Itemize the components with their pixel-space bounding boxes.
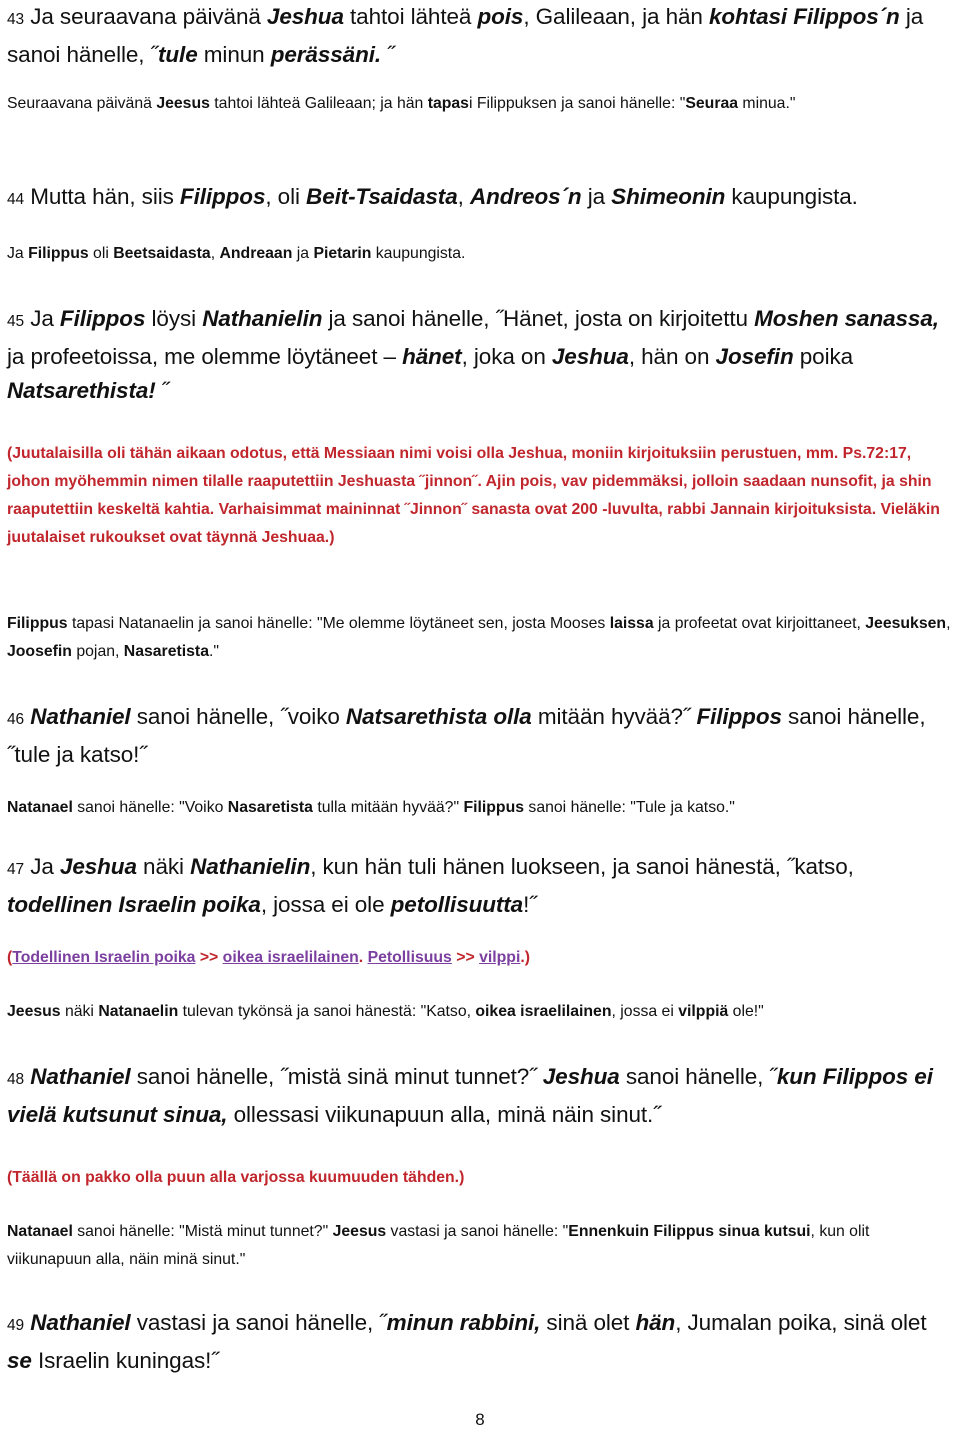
text-run: , hän on — [628, 343, 716, 369]
text-run: Shimeonin — [611, 184, 726, 209]
text-run: kohtasi Filippos´n — [708, 4, 900, 29]
text-run: Filippus — [7, 615, 68, 632]
verse-48-translation — [7, 1218, 957, 1274]
text-run: , kun hän tuli hänen luokseen, ja sanoi hänestä, ˝katso, — [310, 854, 854, 879]
cross-reference-link[interactable]: vilppi — [479, 949, 521, 966]
text-run: >> — [451, 949, 480, 966]
text-run: Andreaan — [219, 245, 293, 262]
text-run: Jeesus — [156, 95, 210, 112]
text-run: Pietarin — [313, 245, 372, 262]
text-run: laissa — [609, 615, 654, 632]
text-run: tulevan tykönsä ja sanoi hänestä: "Katso, — [178, 1003, 476, 1020]
text-run: Nathanielin — [202, 306, 323, 331]
text-run: Natsarethista olla — [345, 704, 532, 729]
verse-number: 46 — [7, 711, 25, 728]
text-run: , jossa ei — [611, 1003, 679, 1020]
text-run: Natanael — [7, 1223, 73, 1240]
text-run: todellinen Israelin poika — [7, 891, 261, 917]
verse-45-translation — [7, 610, 957, 666]
text-run: tahtoi lähteä Galileaan; ja hän — [209, 95, 428, 112]
text-run: , joka on — [461, 343, 552, 369]
verse-43-paraphrase — [7, 0, 957, 72]
verse-number: 47 — [7, 861, 25, 878]
text-run: Seuraa — [685, 95, 739, 112]
text-run: , — [457, 184, 470, 209]
verse-45-commentary: (Juutalaisilla oli tähän aikaan odotus, että Messiaan nimi voisi olla Jeshua, moniin kirjoituksiin perustuen, mm. Ps.72:17, johon myöhemmin nimen tilalle raaputettiin Jeshuasta ˝jinnon˝. Ajin pois, vav pidemmäksi, jolloin saadaan nunsofit, ja shin raaputettiin keskeltä kahtia. Varhaisimmat maininnat ˝Jinnon˝ sanasta ovat 200 -luvulta, rabbi Jannain kirjoituksista. Vieläkin juutalaiset rukoukset ovat täynnä Jeshuaa.) — [7, 445, 940, 546]
text-run: kaupungista. — [371, 245, 466, 262]
text-run: , Jumalan poika, sinä olet — [675, 1310, 927, 1335]
text-run: sanoi hänelle: "Mistä minut tunnet?" — [72, 1223, 333, 1240]
text-run: Filippos — [696, 704, 782, 729]
text-run: ja sanoi hänelle, ˝ — [7, 4, 924, 67]
text-run: Mutta hän, siis — [24, 184, 180, 209]
text-run: sinä olet — [540, 1310, 636, 1335]
text-run: sanoi hänelle, ˝voiko — [130, 704, 346, 729]
text-run: perässäni. — [270, 41, 382, 67]
text-run: Jeshua — [59, 854, 137, 879]
text-run: mitään hyvää?˝ — [531, 704, 697, 729]
text-run: tapas — [427, 95, 469, 112]
verse-49-paraphrase — [7, 1306, 957, 1378]
text-run: löysi — [145, 306, 203, 331]
text-run: sanoi hänelle, ˝tule ja katso!˝ — [7, 704, 926, 767]
text-run: pojan, — [71, 643, 124, 660]
text-run: poika — [793, 343, 854, 369]
text-run: Ja — [7, 245, 29, 262]
text-run: näki — [60, 1003, 99, 1020]
text-run: >> — [195, 949, 223, 966]
text-run: Jeshua — [266, 4, 344, 29]
page-number: 8 — [475, 1410, 485, 1429]
text-run: .) — [520, 949, 530, 966]
cross-reference-link[interactable]: Petollisuus — [367, 949, 452, 966]
text-run: sanoi hänelle, ˝ — [619, 1064, 777, 1089]
text-run: , jossa ei ole — [260, 891, 391, 917]
text-run: Ennenkuin Filippus sinua kutsui — [568, 1223, 811, 1240]
text-run: ja profeetat ovat kirjoittaneet, — [653, 615, 866, 632]
verse-44-paraphrase — [7, 180, 957, 218]
text-run: Moshen sanassa, — [754, 306, 939, 331]
verse-46-translation — [7, 794, 957, 822]
text-run: Jeesus — [7, 1003, 61, 1020]
text-run: Jeshua — [542, 1064, 620, 1089]
text-run: sanoi hänelle: "Tule ja katso." — [524, 799, 735, 816]
text-run: minun — [197, 41, 271, 67]
text-run: Jeesuksen — [865, 615, 947, 632]
text-run: ja profeetoissa, me olemme löytäneet – — [7, 343, 403, 369]
text-run: , kun olit viikunapuun alla, näin minä sinut." — [7, 1223, 870, 1268]
text-run: tahtoi lähteä — [343, 4, 478, 29]
cross-reference-link[interactable]: oikea israelilainen — [222, 949, 359, 966]
text-run: kaupungista. — [725, 184, 858, 209]
text-run: tule — [158, 41, 198, 67]
verse-number: 49 — [7, 1317, 25, 1334]
text-run: ˝ — [155, 378, 170, 403]
verse-46-paraphrase — [7, 700, 957, 772]
text-run: Jeshua — [551, 343, 629, 369]
verse-48-paraphrase — [7, 1060, 957, 1132]
verse-47-paraphrase — [7, 850, 957, 922]
text-run: ( — [7, 949, 13, 966]
text-run: sanoi hänelle: "Voiko — [72, 799, 228, 816]
text-run: ja — [581, 184, 612, 209]
text-run: , oli — [265, 184, 307, 209]
text-run: vilppiä — [678, 1003, 729, 1020]
text-run: , Galileaan, ja hän — [523, 4, 709, 29]
text-run: Seuraavana päivänä — [7, 95, 157, 112]
text-run: oikea israelilainen — [475, 1003, 612, 1020]
text-run: Beit-Tsaidasta — [306, 184, 458, 209]
text-run: Filippos — [179, 184, 266, 209]
text-run: Natsarethista! — [7, 378, 156, 403]
text-run: ja — [292, 245, 314, 262]
text-run: Ja seuraavana päivänä — [24, 4, 267, 29]
text-run: Beetsaidasta — [113, 245, 211, 262]
text-run: se — [7, 1347, 32, 1373]
text-run: Jeesus — [332, 1223, 387, 1240]
text-run: Nathaniel — [30, 704, 131, 729]
text-run: Filippus — [463, 799, 525, 816]
verse-45-paraphrase — [7, 302, 957, 409]
verse-47-translation — [7, 998, 957, 1026]
text-run: minua." — [738, 95, 796, 112]
text-run: ." — [208, 643, 219, 660]
verse-48-commentary: (Täällä on pakko olla puun alla varjossa kuumuuden tähden.) — [7, 1169, 465, 1186]
text-run: tulla mitään hyvää?" — [312, 799, 464, 816]
text-run: . — [358, 949, 368, 966]
text-run: Josefin — [715, 343, 794, 369]
text-run: ollessasi viikunapuun alla, minä näin sinut.˝ — [227, 1101, 661, 1127]
text-run: petollisuutta — [390, 891, 524, 917]
verse-number: 45 — [7, 313, 25, 330]
text-run: vastasi ja sanoi hänelle: " — [386, 1223, 569, 1240]
text-run: Andreos´n — [469, 184, 582, 209]
text-run: Filippus — [28, 245, 89, 262]
text-run: Filippos — [59, 306, 146, 331]
text-run: Nasaretista — [123, 643, 209, 660]
text-run: kun Filippos ei vielä kutsunut sinua, — [7, 1064, 933, 1127]
text-run: tapasi Natanaelin ja sanoi hänelle: "Me olemme löytäneet sen, josta Mooses — [67, 615, 610, 632]
cross-reference-link[interactable]: Todellinen Israelin poika — [12, 949, 196, 966]
text-run: , — [946, 615, 951, 632]
text-run: oli — [88, 245, 114, 262]
text-run: Nasaretista — [227, 799, 313, 816]
text-run: Nathanielin — [190, 854, 311, 879]
text-run: Nathaniel — [30, 1064, 131, 1089]
text-run: ole!" — [728, 1003, 764, 1020]
text-run: , — [210, 245, 220, 262]
text-run: vastasi ja sanoi hänelle, ˝ — [130, 1310, 387, 1335]
verse-44-translation — [7, 240, 957, 268]
verse-47-commentary — [7, 944, 957, 972]
text-run: pois — [477, 4, 524, 29]
text-run: näki — [136, 854, 191, 879]
text-run: Natanael — [7, 799, 73, 816]
verse-43-translation — [7, 90, 957, 118]
text-run: Natanaelin — [98, 1003, 179, 1020]
text-run: Joosefin — [7, 643, 72, 660]
text-run: Israelin kuningas!˝ — [31, 1347, 219, 1373]
verse-number: 44 — [7, 191, 25, 208]
text-run: sanoi hänelle, ˝mistä sinä minut tunnet?˝ — [130, 1064, 543, 1089]
verse-number: 48 — [7, 1071, 25, 1088]
text-run: Ja — [24, 306, 60, 331]
text-run: hänet — [402, 343, 462, 369]
text-run: ˝ — [381, 41, 395, 67]
verse-number: 43 — [7, 11, 25, 28]
text-run: minun rabbini, — [386, 1310, 541, 1335]
text-run: ja sanoi hänelle, ˝Hänet, josta on kirjoitettu — [322, 306, 755, 331]
text-run: hän — [635, 1310, 676, 1335]
text-run: Ja — [24, 854, 60, 879]
text-run: i Filippuksen ja sanoi hänelle: " — [468, 95, 686, 112]
text-run: !˝ — [523, 891, 537, 917]
text-run: Nathaniel — [30, 1310, 131, 1335]
